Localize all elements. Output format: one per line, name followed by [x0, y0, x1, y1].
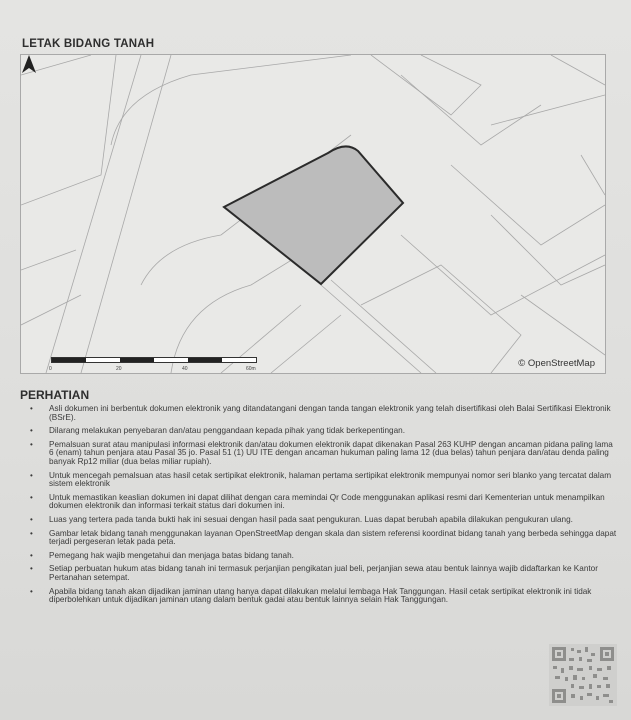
notice-item: • Asli dokumen ini berbentuk dokumen elektronik yang ditandatangani dengan tanda tangan elektronik yang telah disertifikasi oleh Balai Sertifikasi Elektronik (BSrE). [30, 404, 611, 422]
bullet-icon: • [30, 550, 33, 560]
notice-item: • Untuk mencegah pemalsuan atas hasil cetak sertipikat elektronik, halaman pertama sertipikat elektronik mempunyai nomor seri blanko yang tercatat dalam sistem elektronik [30, 470, 612, 489]
scale-label-60m: 60m [246, 366, 256, 372]
osm-attribution[interactable]: © OpenStreetMap [518, 358, 595, 369]
bullet-icon: • [30, 564, 33, 574]
section-title: LETAK BIDANG TANAH [22, 38, 155, 50]
notice-item: • Apabila bidang tanah akan dijadikan jaminan utang hanya dapat dilakukan melalui lembaga Hak Tanggungan. Hasil cetak sertipikat elektronik ini tidak diperbolehkan untuk dijadikan jaminan utang dalam bentuk gadai atau bentuk lainnya selain Hak Tanggungan. [30, 586, 592, 605]
bullet-icon: • [30, 426, 33, 436]
bullet-icon: • [30, 470, 33, 480]
bullet-icon: • [30, 586, 33, 596]
scale-label-40: 40 [182, 366, 188, 372]
bullet-icon: • [30, 439, 33, 449]
scale-label-20: 20 [116, 366, 122, 372]
qr-code-icon[interactable] [549, 644, 617, 706]
bullet-icon: • [30, 528, 33, 538]
scale-bar [51, 357, 257, 363]
notice-item: • Dilarang melakukan penyebaran dan/atau penggandaan kepada pihak yang tidak berkepentingan. [30, 426, 405, 436]
notice-item: • Luas yang tertera pada tanda bukti hak ini sesuai dengan hasil pada saat pengukuran. Luas dapat berubah apabila dilakukan pengukuran ulang. [30, 514, 573, 524]
notice-title: PERHATIAN [20, 388, 90, 402]
bullet-icon: • [30, 492, 33, 502]
notice-item: • Pemegang hak wajib mengetahui dan menjaga batas bidang tanah. [30, 550, 294, 560]
scale-label-0: 0 [49, 366, 52, 372]
notice-list [30, 405, 618, 610]
map-canvas [21, 55, 605, 373]
north-arrow-icon [21, 55, 37, 75]
parcel-polygon [224, 146, 403, 284]
notice-item: • Gambar letak bidang tanah menggunakan layanan OpenStreetMap dengan skala dan sistem referensi koordinat bidang tanah yang berbeda sehingga dapat terjadi pergeseran letak pada peta. [30, 528, 617, 547]
parcel-map[interactable] [20, 54, 606, 374]
notice-item: • Pemalsuan surat atau manipulasi informasi elektronik dan/atau dokumen elektronik dapat dikenakan Pasal 263 KUHP dengan ancaman pidana paling lama 6 (enam) tahun penjara atau Pasal 35 jo. Pasal 51 (1) UU ITE dengan ancaman hukuman paling lama 12 (dua belas) tahun penjara dan/atau denda paling banyak Rp12 miliar (dua belas miliar rupiah). [30, 439, 613, 466]
notice-item: • Untuk memastikan keaslian dokumen ini dapat dilihat dengan cara memindai Qr Code menggunakan aplikasi resmi dari Kementerian untuk menampilkan dokumen elektronik dan informasi terkait status dari dokumen ini. [30, 492, 605, 511]
notice-item: • Setiap perbuatan hukum atas bidang tanah ini termasuk perjanjian pengikatan jual beli, perjanjian sewa atau bentuk lainnya wajib didaftarkan ke Kantor Pertanahan setempat. [30, 564, 598, 582]
bullet-icon: • [30, 514, 33, 524]
bullet-icon: • [30, 404, 33, 413]
